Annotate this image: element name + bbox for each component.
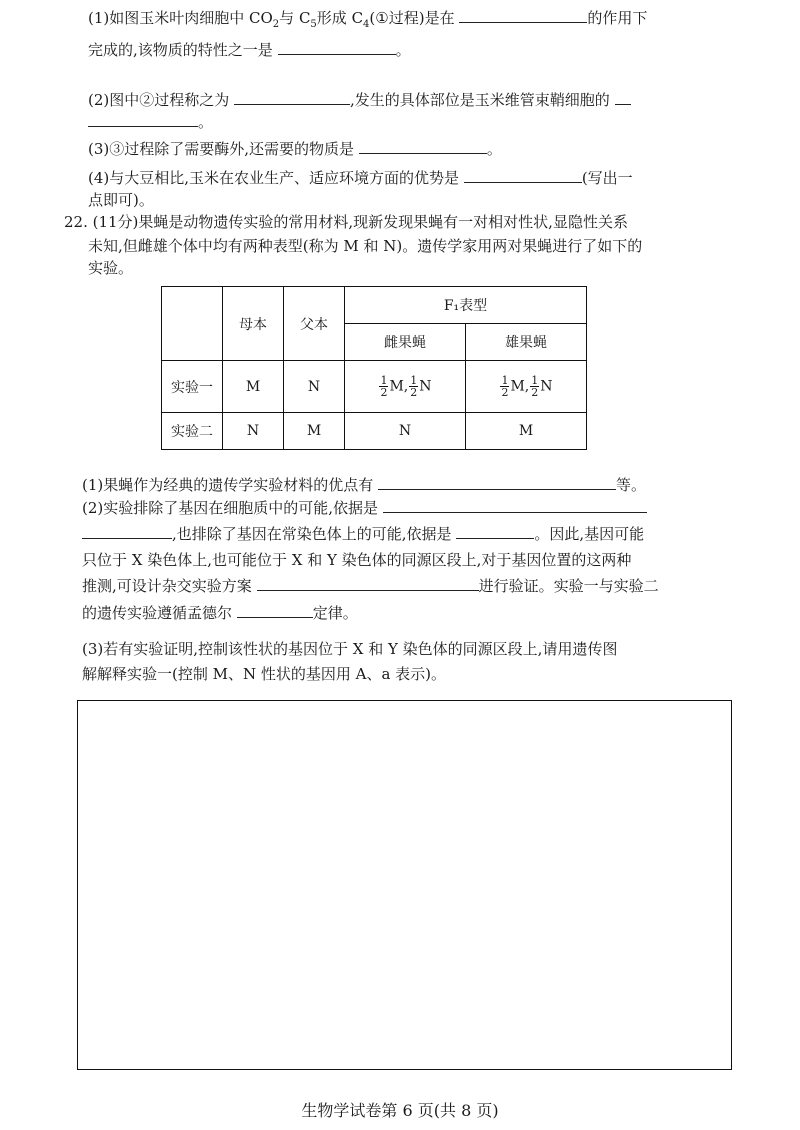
answer-blank[interactable]: [615, 90, 631, 105]
q21-p3-text: (3)③过程除了需要酶外,还需要的物质是: [88, 140, 355, 158]
answer-blank[interactable]: [257, 576, 479, 591]
q22-part2-line3: [82, 550, 631, 570]
answer-blank[interactable]: [378, 475, 616, 490]
exp1-mother: M: [223, 361, 284, 413]
answer-blank[interactable]: [234, 90, 350, 105]
q21-p4-text-c: 点即可)。: [88, 191, 154, 209]
q22-p2-text-h: 定律。: [312, 604, 358, 622]
q21-p2-text-a: (2)图中②过程称之为: [88, 91, 230, 109]
exp2-mother: N: [223, 413, 284, 450]
q21-p2-text-c: 。: [198, 113, 214, 131]
exp1-father: N: [284, 361, 345, 413]
header-mother: 母本: [223, 287, 284, 361]
q21-p4-text-a: (4)与大豆相比,玉米在农业生产、适应环境方面的优势是: [88, 169, 460, 187]
exp1-male-a: M,: [510, 378, 530, 395]
fraction: [500, 375, 509, 398]
exp2-male-result: M: [466, 413, 587, 450]
header-father: 父本: [284, 287, 345, 361]
q22-part3-line2: [82, 664, 446, 684]
exp1-female-result: [345, 361, 466, 413]
frac-den: 2: [380, 386, 388, 399]
q22-p2-text-f: 进行验证。实验一与实验二: [478, 577, 659, 595]
q22-part2-line1: [82, 498, 647, 518]
exp1-male-b: N: [540, 378, 553, 395]
exp1-male-result: [466, 361, 587, 413]
q22-p2-text-g: 的遗传实验遵循孟德尔: [82, 604, 233, 622]
q22-stem-line3: [88, 258, 133, 278]
q22-stem-line2: [88, 236, 642, 256]
answer-blank[interactable]: [383, 498, 647, 513]
exp1-female-a: M,: [389, 378, 409, 395]
q22-p3-text-b: 解解释实验一(控制 M、N 性状的基因用 A、a 表示)。: [82, 665, 447, 683]
frac-den: 2: [410, 386, 418, 399]
answer-blank[interactable]: [359, 139, 487, 154]
answer-blank[interactable]: [82, 524, 172, 539]
answer-blank[interactable]: [88, 112, 198, 127]
q22-part1: [82, 475, 646, 495]
q21-part3: [88, 139, 502, 159]
q22-part2-line4: [82, 576, 659, 596]
table-corner-cell: [162, 287, 223, 361]
q21-part1-line1: (1)如图玉米叶肉细胞中 $CO_2$与 $C_5$形成 $C_4(①$过程)是在 的作用下: [88, 9, 648, 30]
answer-blank[interactable]: [459, 8, 587, 23]
fraction: [409, 375, 418, 398]
q21-part1-line2: [88, 40, 411, 60]
exp1-female-b: N: [419, 378, 432, 395]
q21-p1-text-g: 。: [395, 41, 411, 59]
q22-stem-text-1: 22. (11分)果蝇是动物遗传实验的常用材料,现新发现果蝇有一对相对性状,显隐性关系: [64, 213, 628, 231]
frac-num: 1: [410, 374, 418, 387]
q21-part4-line1: [88, 168, 633, 188]
fraction: [530, 375, 539, 398]
page-footer: 生物学试卷第 6 页(共 8 页): [301, 1101, 499, 1120]
experiment-table: [161, 286, 587, 450]
q22-stem-text-3: 实验。: [88, 259, 134, 277]
q21-p2-text-b: ,发生的具体部位是玉米维管束鞘细胞的: [350, 91, 610, 109]
answer-blank[interactable]: [278, 40, 396, 55]
q21-part2-line2: [88, 112, 213, 132]
q21-p1-text-f: 完成的,该物质的特性之一是: [88, 41, 273, 59]
q22-stem-text-2: 未知,但雌雄个体中均有两种表型(称为 M 和 N)。遗传学家用两对果蝇进行了如下的: [88, 237, 643, 255]
q21-p4-text-b: (写出一: [581, 169, 633, 187]
answer-blank[interactable]: [464, 168, 582, 183]
q22-p2-text-a: (2)实验排除了基因在细胞质中的可能,依据是: [82, 499, 379, 517]
frac-den: 2: [501, 386, 509, 399]
fraction: [379, 375, 388, 398]
q22-p2-text-c: 。因此,基因可能: [534, 525, 645, 543]
q21-p1-text-d: (①过程)是在: [369, 9, 455, 27]
exp2-father: M: [284, 413, 345, 450]
frac-num: 1: [380, 374, 388, 387]
q22-p2-text-e: 推测,可设计杂交实验方案: [82, 577, 252, 595]
q22-p2-text-b: ,也排除了基因在常染色体上的可能,依据是: [172, 525, 452, 543]
header-male: 雄果蝇: [466, 324, 587, 361]
exp2-female-result: N: [345, 413, 466, 450]
q21-p1-text-c: 形成 C: [316, 9, 364, 27]
q21-p1-text-b: 与 C: [279, 9, 311, 27]
q21-p3-end: 。: [486, 140, 502, 158]
q22-p3-text-a: (3)若有实验证明,控制该性状的基因位于 X 和 Y 染色体的同源区段上,请用遗传图: [82, 640, 618, 658]
q22-p1-text-b: 等。: [616, 476, 647, 494]
q21-p1-text-a: (1)如图玉米叶肉细胞中 CO: [88, 9, 273, 27]
q21-part4-line2: [88, 190, 154, 210]
q22-p2-text-d: 只位于 X 染色体上,也可能位于 X 和 Y 染色体的同源区段上,对于基因位置的这两种: [82, 551, 632, 569]
answer-blank[interactable]: [456, 524, 534, 539]
answer-box[interactable]: [77, 700, 732, 1070]
frac-den: 2: [531, 386, 539, 399]
q22-part2-line2: [82, 524, 644, 544]
q22-part2-line5: [82, 603, 358, 623]
row-label-exp2: 实验二: [162, 413, 223, 450]
row-label-exp1: 实验一: [162, 361, 223, 413]
answer-blank[interactable]: [237, 603, 313, 618]
frac-num: 1: [501, 374, 509, 387]
header-f1-phenotype: F₁表型: [345, 287, 587, 324]
q22-part3-line1: [82, 639, 617, 659]
q22-stem-line1: [64, 212, 628, 232]
q21-part2-line1: [88, 90, 631, 110]
frac-num: 1: [531, 374, 539, 387]
header-female: 雌果蝇: [345, 324, 466, 361]
q21-p1-text-e: 的作用下: [587, 9, 648, 27]
q22-p1-text-a: (1)果蝇作为经典的遗传学实验材料的优点有: [82, 476, 374, 494]
